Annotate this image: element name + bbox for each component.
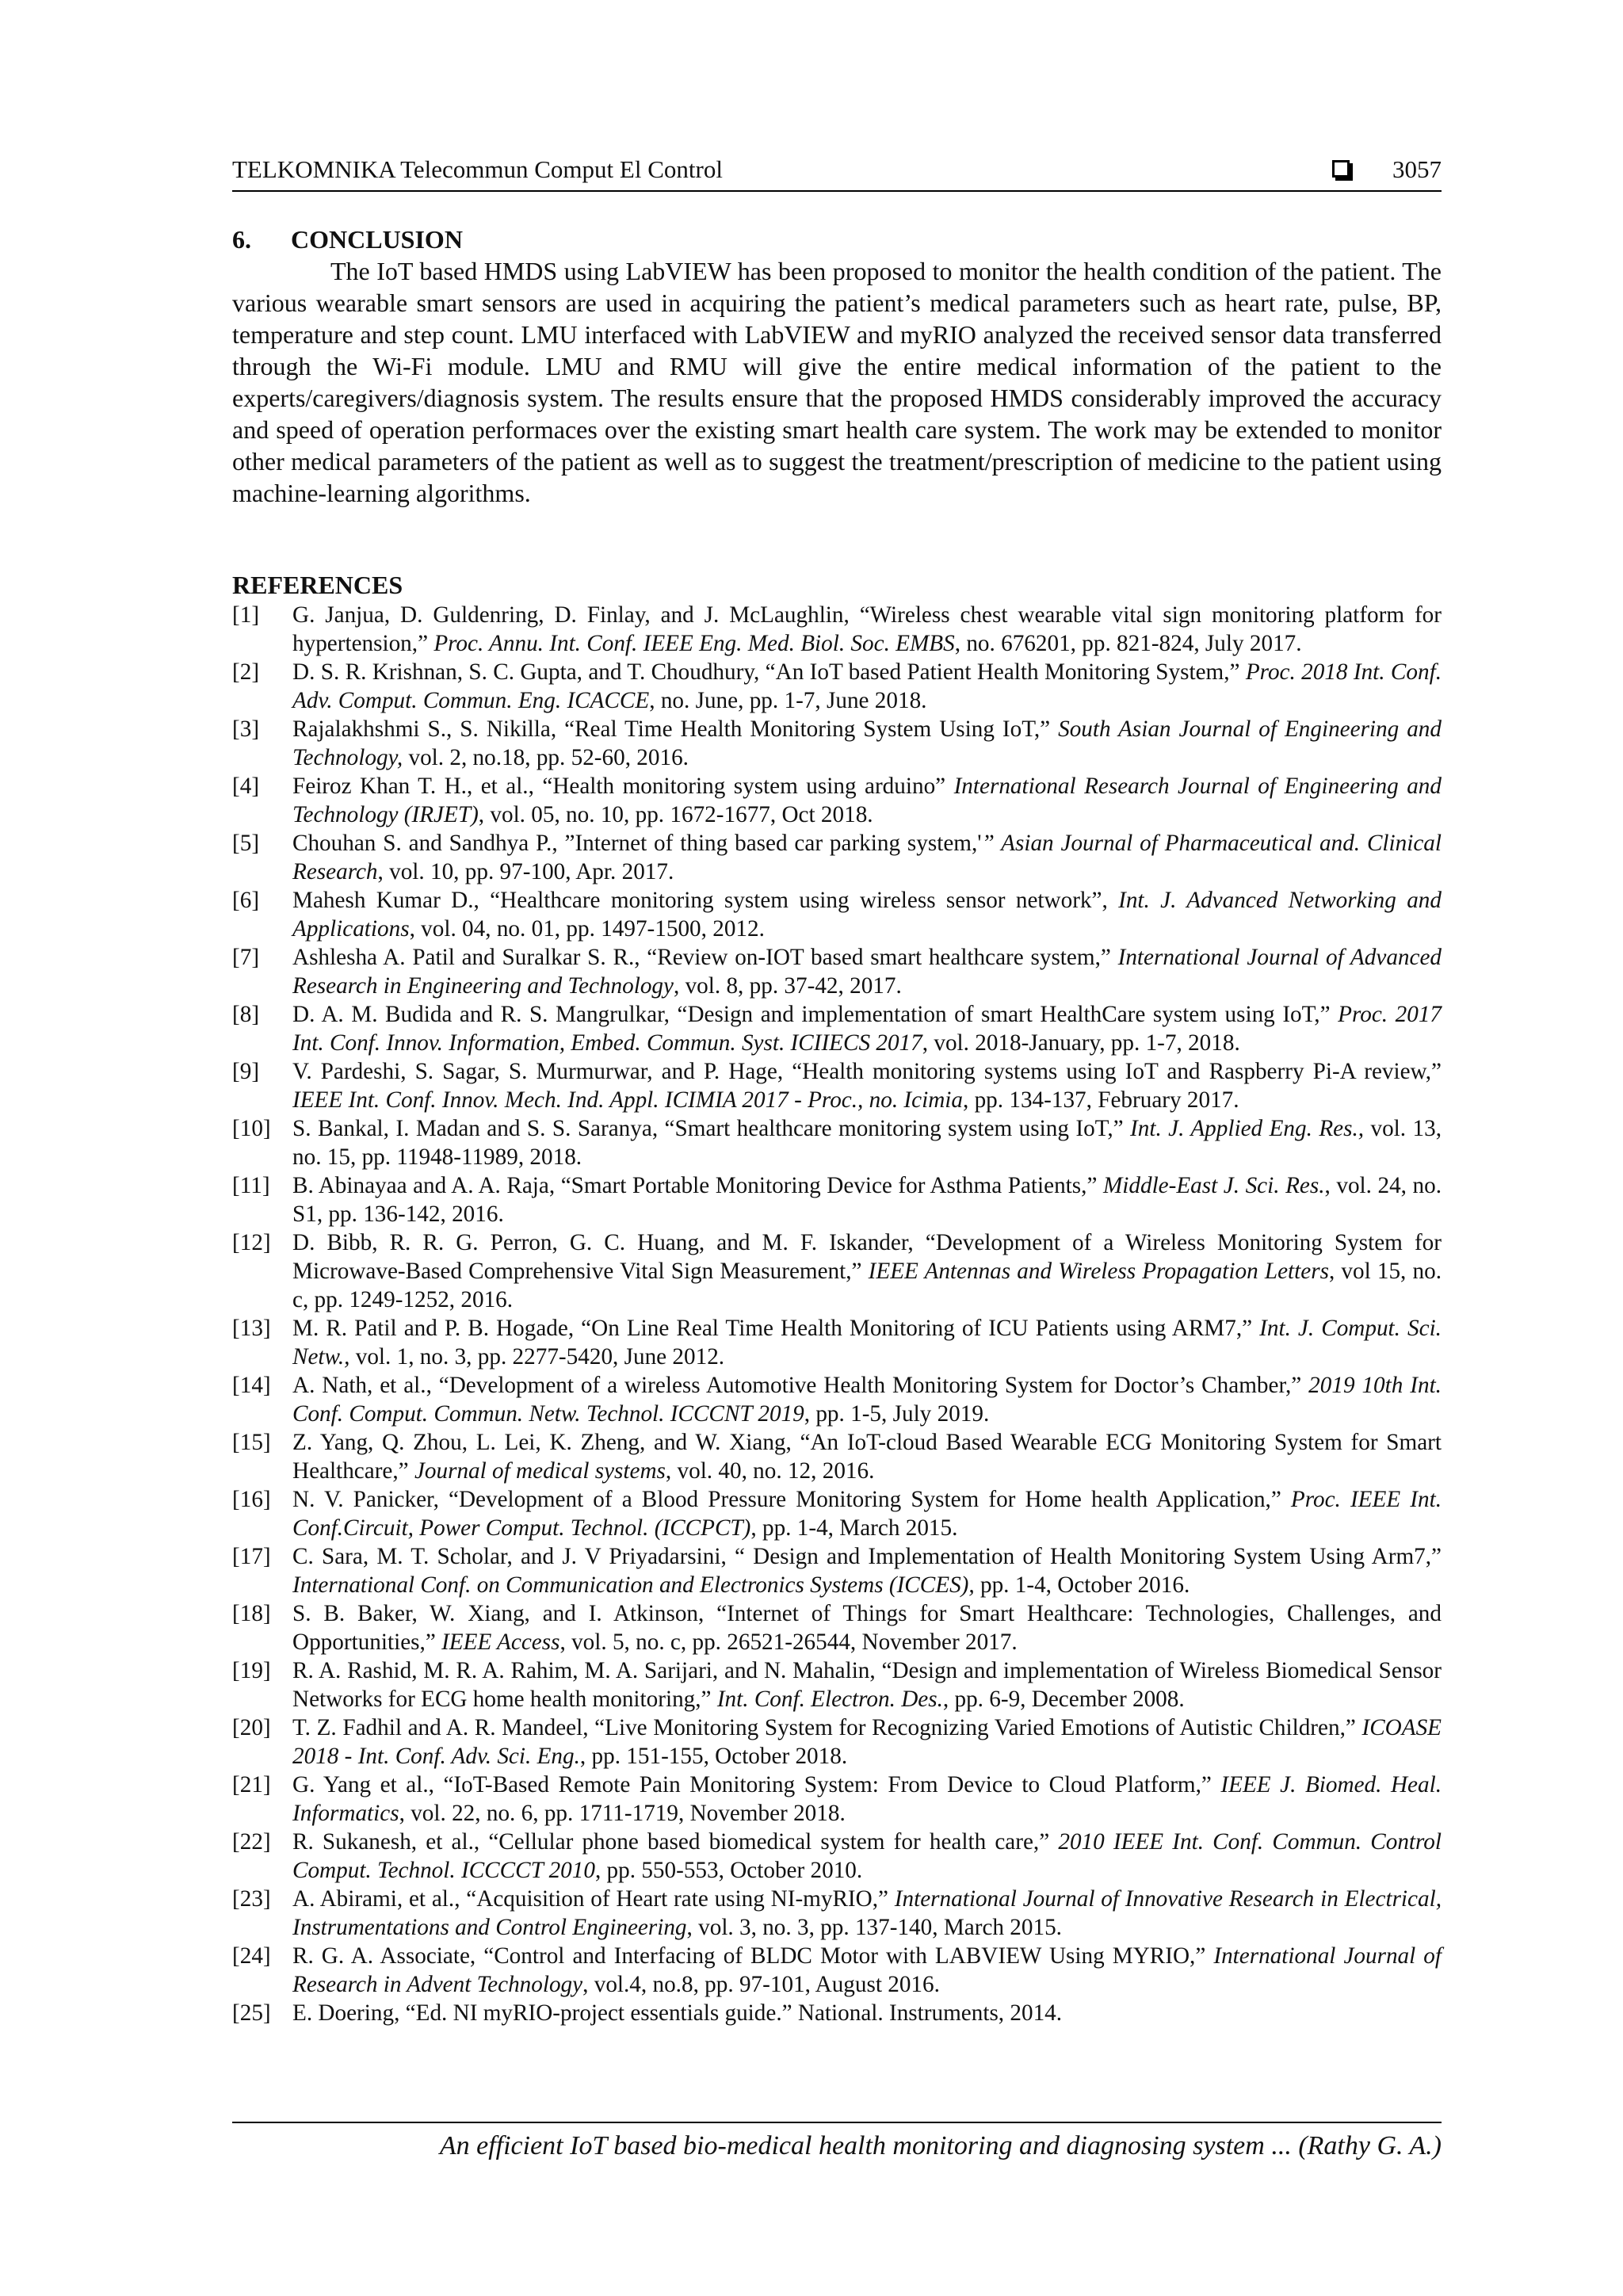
reference-number: [14] [232, 1373, 271, 1398]
reference-segment: T. Z. Fadhil and A. R. Mandeel, “Live Monitoring System for Recognizing Varied Emotions of Autistic Children,” [292, 1715, 1362, 1740]
reference-segment: C. Sara, M. T. Scholar, and J. V Priyadarsini, “ Design and Implementation of Health Monitoring System Using Arm7,” [292, 1544, 1442, 1569]
reference-segment: S. Bankal, I. Madan and S. S. Saranya, “Smart healthcare monitoring system using IoT,” [292, 1116, 1131, 1141]
reference-segment: A. Abirami, et al., “Acquisition of Heart rate using NI-myRIO,” [292, 1886, 895, 1912]
reference-item [232, 1942, 1442, 1999]
reference-segment: M. R. Patil and P. B. Hogade, “On Line Real Time Health Monitoring of ICU Patients using ARM7,” [292, 1316, 1260, 1341]
reference-item [232, 1371, 1442, 1428]
reference-segment: V. Pardeshi, S. Sagar, S. Murmurwar, and P. Hage, “Health monitoring systems using IoT and Raspberry Pi-A review,” [292, 1059, 1442, 1084]
page-header [232, 154, 1442, 192]
reference-segment: Z. Yang, Q. Zhou, L. Lei, K. Zheng, and W. Xiang, “An IoT-cloud Based Wearable ECG Monitoring System for Smart Healthcare,” [292, 1430, 1442, 1484]
reference-segment: , vol. 40, no. 12, 2016. [665, 1458, 875, 1484]
reference-text [292, 1057, 1442, 1114]
reference-segment: , pp. 134-137, February 2017. [962, 1087, 1239, 1113]
reference-segment: , vol. 3, no. 3, pp. 137-140, March 2015. [686, 1915, 1062, 1940]
reference-segment: , vol. 22, no. 6, pp. 1711-1719, November 2018. [399, 1801, 846, 1826]
reference-text [292, 1599, 1442, 1656]
reference-source: IEEE Access [441, 1629, 560, 1655]
reference-source: Int. J. Applied Eng. Res., [1130, 1116, 1365, 1141]
reference-segment: , vol. 8, pp. 37-42, 2017. [673, 973, 902, 999]
reference-item [232, 715, 1442, 772]
reference-text [292, 1000, 1442, 1057]
reference-segment: B. Abinayaa and A. A. Raja, “Smart Portable Monitoring Device for Asthma Patients,” [292, 1173, 1103, 1198]
reference-text [292, 1942, 1442, 1999]
reference-item [232, 601, 1442, 658]
reference-text [292, 1828, 1442, 1885]
reference-item [232, 943, 1442, 1000]
conclusion-paragraph: The IoT based HMDS using LabVIEW has been proposed to monitor the health condition of the patient. The various wearable smart sensors are used in acquiring the patient’s medical parameters such as heart rate, pulse, BP, temperature and step count. LMU interfaced with LabVIEW and myRIO analyzed the received sensor data transferred through the Wi-Fi module. LMU and RMU will give the entire medical information of the patient to the experts/caregivers/diagnosis system. The results ensure that the proposed HMDS considerably improved the accuracy and speed of operation performaces over the existing smart health care system. The work may be extended to monitor other medical parameters of the patient as well as to suggest the treatment/prescription of medicine to the patient using machine-learning algorithms. [232, 257, 1442, 507]
reference-segment: , vol. 05, no. 10, pp. 1672-1677, Oct 2018. [478, 802, 873, 827]
reference-item [232, 1000, 1442, 1057]
reference-text [292, 601, 1442, 658]
reference-number: [3] [232, 716, 260, 742]
reference-segment: Mahesh Kumar D., “Healthcare monitoring system using wireless sensor network”, [292, 888, 1119, 913]
reference-segment: S. B. Baker, W. Xiang, and I. Atkinson, “Internet of Things for Smart Healthcare: Technologies, Challenges, and Opportunities,” [292, 1601, 1442, 1655]
reference-segment: vol. 13, no. 15, pp. 11948-11989, 2018. [292, 1116, 1442, 1170]
reference-number: [8] [232, 1002, 260, 1027]
page-number: 3057 [1392, 155, 1442, 183]
reference-number: [17] [232, 1544, 271, 1569]
reference-segment: , vol. 24, no. S1, pp. 136-142, 2016. [292, 1173, 1442, 1227]
reference-text [292, 886, 1442, 943]
reference-number: [7] [232, 945, 260, 970]
reference-text [292, 1713, 1442, 1771]
reference-text [292, 943, 1442, 1000]
reference-number: [22] [232, 1829, 271, 1855]
reference-item [232, 1999, 1442, 2027]
reference-source: IEEE Antennas and Wireless Propagation Letters [868, 1259, 1329, 1284]
reference-text [292, 1228, 1442, 1314]
reference-text [292, 1771, 1442, 1828]
journal-title: TELKOMNIKA Telecommun Comput El Control [232, 155, 723, 183]
reference-text [292, 1885, 1442, 1942]
reference-segment: R. Sukanesh, et al., “Cellular phone based biomedical system for health care,” [292, 1829, 1059, 1855]
reference-segment: D. A. M. Budida and R. S. Mangrulkar, “Design and implementation of smart HealthCare system using IoT,” [292, 1002, 1338, 1027]
reference-text [292, 658, 1442, 715]
reference-segment: Ashlesha A. Patil and Suralkar S. R., “Review on-IOT based smart healthcare system,” [292, 945, 1118, 970]
reference-segment: Rajalakhshmi S., S. Nikilla, “Real Time Health Monitoring System Using IoT,” [292, 716, 1059, 742]
reference-text [292, 1485, 1442, 1542]
reference-number: [9] [232, 1059, 260, 1084]
reference-segment: , no. June, pp. 1-7, June 2018. [649, 688, 927, 713]
page-footer: An efficient IoT based bio-medical health monitoring and diagnosing system ... (Rathy G. A.) [439, 2131, 1442, 2160]
reference-segment: , vol 15, no. c, pp. 1249-1252, 2016. [292, 1259, 1442, 1312]
reference-item [232, 1228, 1442, 1314]
reference-text [292, 772, 1442, 829]
reference-text [292, 1114, 1442, 1171]
reference-segment: D. Bibb, R. R. G. Perron, G. C. Huang, and M. F. Iskander, “Development of a Wireless Monitoring System for Microwave-Based Comprehensive Vital Sign Measurement,” [292, 1230, 1442, 1284]
reference-number: [20] [232, 1715, 271, 1740]
reference-source: Proc. 2018 Int. Conf. Adv. Comput. Commun. Eng. ICACCE [292, 659, 1442, 713]
reference-item [232, 772, 1442, 829]
reference-number: [12] [232, 1230, 271, 1255]
reference-number: [13] [232, 1316, 271, 1341]
reference-item [232, 1057, 1442, 1114]
reference-text [292, 1171, 1442, 1228]
reference-source: International Journal of Innovative Research in Electrical, Instrumentations and Control Engineering [292, 1886, 1442, 1940]
reference-source: 2010 IEEE Int. Conf. Commun. Control Comput. Technol. ICCCCT 2010 [292, 1829, 1442, 1883]
reference-segment: , no. 676201, pp. 821-824, July 2017. [954, 631, 1302, 656]
reference-segment: R. G. A. Associate, “Control and Interfacing of BLDC Motor with LABVIEW Using MYRIO,” [292, 1943, 1214, 1969]
reference-number: [25] [232, 2000, 271, 2026]
reference-text [292, 1999, 1442, 2027]
section-number: 6. [232, 225, 251, 254]
reference-text [292, 1428, 1442, 1485]
reference-source: South Asian Journal of Engineering and Technology, [292, 716, 1442, 770]
reference-source: Int. Conf. Electron. Des. [716, 1687, 943, 1712]
reference-item [232, 1599, 1442, 1656]
reference-number: [15] [232, 1430, 271, 1455]
reference-segment: , pp. 1-4, March 2015. [750, 1515, 958, 1541]
reference-item [232, 886, 1442, 943]
reference-segment: G. Yang et al., “IoT-Based Remote Pain Monitoring System: From Device to Cloud Platform,” [292, 1772, 1221, 1797]
reference-item [232, 1656, 1442, 1713]
reference-number: [16] [232, 1487, 271, 1512]
reference-source: Journal of medical systems [414, 1458, 666, 1484]
reference-source: Middle-East J. Sci. Res. [1102, 1173, 1325, 1198]
reference-segment: , vol. 10, pp. 97-100, Apr. 2017. [377, 859, 674, 884]
reference-number: [11] [232, 1173, 270, 1198]
reference-segment: R. A. Rashid, M. R. A. Rahim, M. A. Sarijari, and N. Mahalin, “Design and implementation of Wireless Biomedical Sensor Networks for ECG home health monitoring,” [292, 1658, 1442, 1712]
reference-item [232, 1171, 1442, 1228]
reference-number: [2] [232, 659, 260, 685]
reference-source: Proc. IEEE Int. Conf.Circuit, Power Comput. Technol. (ICCPCT) [292, 1487, 1442, 1541]
reference-source: International Journal of Advanced Research in Engineering and Technology [292, 945, 1442, 999]
reference-segment: N. V. Panicker, “Development of a Blood Pressure Monitoring System for Home health Application,” [292, 1487, 1291, 1512]
reference-number: [18] [232, 1601, 271, 1626]
reference-item [232, 1828, 1442, 1885]
reference-number: [24] [232, 1943, 271, 1969]
reference-text [292, 1314, 1442, 1371]
reference-segment: , vol.4, no.8, pp. 97-101, August 2016. [582, 1972, 940, 1997]
reference-segment: , pp. 151-155, October 2018. [579, 1744, 848, 1769]
reference-source: International Research Journal of Engineering and Technology (IRJET) [292, 774, 1442, 827]
reference-segment: , vol. 04, no. 01, pp. 1497-1500, 2012. [409, 916, 765, 942]
reference-text [292, 829, 1442, 886]
reference-segment: Feiroz Khan T. H., et al., “Health monitoring system using arduino” [292, 774, 954, 799]
reference-source: IEEE Int. Conf. Innov. Mech. Ind. Appl. ICIMIA 2017 - Proc., no. Icimia [292, 1087, 963, 1113]
reference-item [232, 1314, 1442, 1371]
reference-number: [4] [232, 774, 260, 799]
reference-source: International Conf. on Communication and Electronics Systems (ICCES), [292, 1572, 975, 1598]
reference-number: [10] [232, 1116, 271, 1141]
reference-item [232, 1542, 1442, 1599]
reference-segment: vol. 2, no.18, pp. 52-60, 2016. [403, 745, 689, 770]
reference-segment: , pp. 1-5, July 2019. [804, 1401, 990, 1427]
section-heading [232, 223, 463, 255]
footer-rule [232, 2122, 1442, 2123]
references-heading: REFERENCES [232, 571, 403, 599]
reference-segment: G. Janjua, D. Guldenring, D. Finlay, and J. McLaughlin, “Wireless chest wearable vital sign monitoring platform for hypertension,” [292, 602, 1442, 656]
reference-segment: vol. 1, no. 3, pp. 2277-5420, June 2012. [349, 1344, 725, 1370]
reference-source: 2019 10th Int. Conf. Comput. Commun. Netw. Technol. ICCCNT 2019 [292, 1373, 1442, 1427]
reference-segment: D. S. R. Krishnan, S. C. Gupta, and T. Choudhury, “An IoT based Patient Health Monitoring System,” [292, 659, 1246, 685]
section-title: CONCLUSION [291, 225, 463, 254]
reference-source: ” Asian Journal of Pharmaceutical and. Clinical Research [292, 831, 1442, 884]
reference-number: [1] [232, 602, 260, 628]
square-box-icon [1332, 160, 1350, 178]
reference-source: ICOASE 2018 - Int. Conf. Adv. Sci. Eng. [292, 1715, 1442, 1769]
reference-number: [23] [232, 1886, 271, 1912]
reference-item [232, 1885, 1442, 1942]
reference-text [292, 1542, 1442, 1599]
reference-item [232, 658, 1442, 715]
reference-segment: , pp. 6-9, December 2008. [942, 1687, 1185, 1712]
reference-item [232, 829, 1442, 886]
reference-number: [21] [232, 1772, 271, 1797]
reference-item [232, 1771, 1442, 1828]
reference-item [232, 1428, 1442, 1485]
reference-source: Int. J. Advanced Networking and Applications [292, 888, 1442, 942]
reference-segment: A. Nath, et al., “Development of a wireless Automotive Health Monitoring System for Doctor’s Chamber,” [292, 1373, 1309, 1398]
reference-segment: , vol. 5, no. c, pp. 26521-26544, November 2017. [559, 1629, 1018, 1655]
reference-segment: Chouhan S. and Sandhya P., ”Internet of thing based car parking system,' [292, 831, 982, 856]
reference-segment: E. Doering, “Ed. NI myRIO-project essentials guide.” National. Instruments, 2014. [292, 2000, 1063, 2026]
reference-source: IEEE J. Biomed. Heal. Informatics [292, 1772, 1442, 1826]
reference-number: [6] [232, 888, 260, 913]
reference-item [232, 1114, 1442, 1171]
reference-source: Proc. 2017 Int. Conf. Innov. Information, Embed. Commun. Syst. ICIIECS 2017 [292, 1002, 1442, 1056]
reference-item [232, 1485, 1442, 1542]
reference-list [232, 601, 1442, 2027]
reference-source: Int. J. Comput. Sci. Netw., [292, 1316, 1442, 1370]
reference-source: International Journal of Research in Advent Technology [292, 1943, 1442, 1997]
reference-text [292, 1656, 1442, 1713]
reference-source: Proc. Annu. Int. Conf. IEEE Eng. Med. Biol. Soc. EMBS [433, 631, 955, 656]
reference-text [292, 1371, 1442, 1428]
reference-item [232, 1713, 1442, 1771]
reference-segment: pp. 1-4, October 2016. [974, 1572, 1190, 1598]
reference-segment: , vol. 2018-January, pp. 1-7, 2018. [922, 1030, 1240, 1056]
reference-number: [5] [232, 831, 260, 856]
reference-text [292, 715, 1442, 772]
reference-number: [19] [232, 1658, 271, 1683]
reference-segment: , pp. 550-553, October 2010. [594, 1858, 863, 1883]
